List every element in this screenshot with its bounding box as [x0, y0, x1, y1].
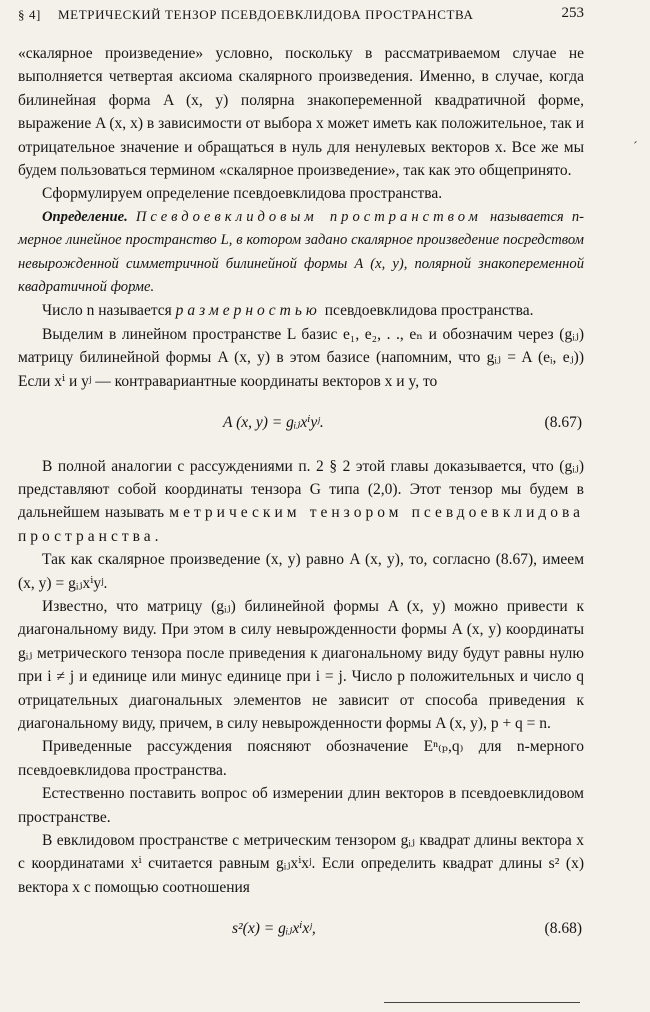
page-body: [18, 42, 584, 961]
paragraph: Выделим в линейном пространстве L базис e₁, e₂, . ., eₙ и обозначим через (gᵢⱼ) матрицу билинейной формы A (x, y) в этом базисе (напомним, что gᵢⱼ = A (eᵢ, eⱼ)) Если xⁱ и yʲ — контравариантные координаты векторов x и y, то: [18, 325, 584, 390]
definition-term: Псевдоевклидовым пространством: [135, 208, 482, 225]
equation-number: (8.67): [544, 414, 582, 432]
running-title: МЕТРИЧЕСКИЙ ТЕНЗОР ПСЕВДОЕВКЛИДОВА ПРОСТРАНСТВА: [58, 7, 474, 22]
definition-paragraph: [18, 206, 584, 300]
footnote-rule: [384, 1002, 580, 1003]
equation-8-68: [18, 917, 584, 940]
definition-label: Определение.: [42, 208, 128, 225]
paragraph: Сформулируем определение псевдоевклидова пространства.: [42, 185, 443, 203]
paragraph: В евклидовом пространстве с метрическим тензором gᵢⱼ квадрат длины вектора x с координатами xⁱ считается равным gᵢⱼxⁱxʲ. Если определить квадрат длины s² (x) вектора x с помощью соотношения: [18, 832, 584, 896]
running-header: [18, 7, 584, 27]
margin-tick-mark: ˊ: [633, 140, 638, 155]
paragraph: Естественно поставить вопрос об измерении длин векторов в псевдоевклидовом пространстве.: [18, 785, 584, 826]
text-run: В полной аналогии с рассуждениями п. 2 § 2 этой главы доказывается, что (gᵢⱼ) представляют собой координаты тензора G типа (2,0). Этот тензор мы будем в дальнейшем называть: [18, 457, 584, 522]
definition-text: называется n-мерное линейное пространство L, в котором задано скалярное произведение посредством невырожденной симметричной билинейной формы A (x, y), полярной знакопеременной квадратичной форме.: [18, 208, 584, 296]
page-number: 253: [561, 5, 584, 21]
text-run: Число n называется: [42, 302, 172, 320]
term-metric-tensor: метрическим тензором псевдоевклидова пространства.: [18, 504, 585, 545]
paragraph: «скалярное произведение» условно, поскольку в рассматриваемом случае не выполняется четвертая аксиома скалярного произведения. Именно, в случае, когда билинейная форма A (x, y) полярна знакопеременной квадратичной форме, выражение A (x, x) в зависимости от выбора x может иметь как положительное, так и отрицательное значение и обращаться в нуль для ненулевых векторов x. Все же мы будем пользоваться термином «скалярное произведение», так как это общепринято.: [18, 45, 584, 180]
text-run: псевдоевклидова пространства.: [324, 302, 534, 320]
paragraph: Приведенные рассуждения поясняют обозначение Eⁿ₍ₚ,q₎ для n-мерного псевдоевклидова пространства.: [18, 738, 584, 779]
equation-number: (8.68): [544, 920, 582, 938]
equation-formula: A (x, y) = gᵢⱼxⁱyʲ.: [223, 414, 324, 432]
term-dimension: размерностью: [175, 302, 321, 320]
section-mark: § 4]: [18, 7, 41, 22]
paragraph: Так как скалярное произведение (x, y) равно A (x, y), то, согласно (8.67), имеем (x, y) = gᵢⱼxⁱyʲ.: [18, 551, 584, 592]
paragraph: Известно, что матрицу (gᵢⱼ) билинейной формы A (x, y) можно привести к диагональному виду. При этом в силу невырожденности формы A (x, y) координаты gᵢⱼ метрического тензора после приведения к диагональному виду будут равны нулю при i ≠ j и единице или минус единице при i = j. Число p положительных и число q отрицательных диагональных элементов не зависит от способа приведения к диагональному виду, причем, в силу невырожденности формы A (x, y), p + q = n.: [18, 597, 584, 732]
paragraph: [18, 455, 584, 549]
paragraph: [18, 299, 584, 322]
equation-8-67: [18, 411, 584, 434]
equation-formula: s²(x) = gᵢⱼxⁱxʲ,: [232, 920, 316, 938]
